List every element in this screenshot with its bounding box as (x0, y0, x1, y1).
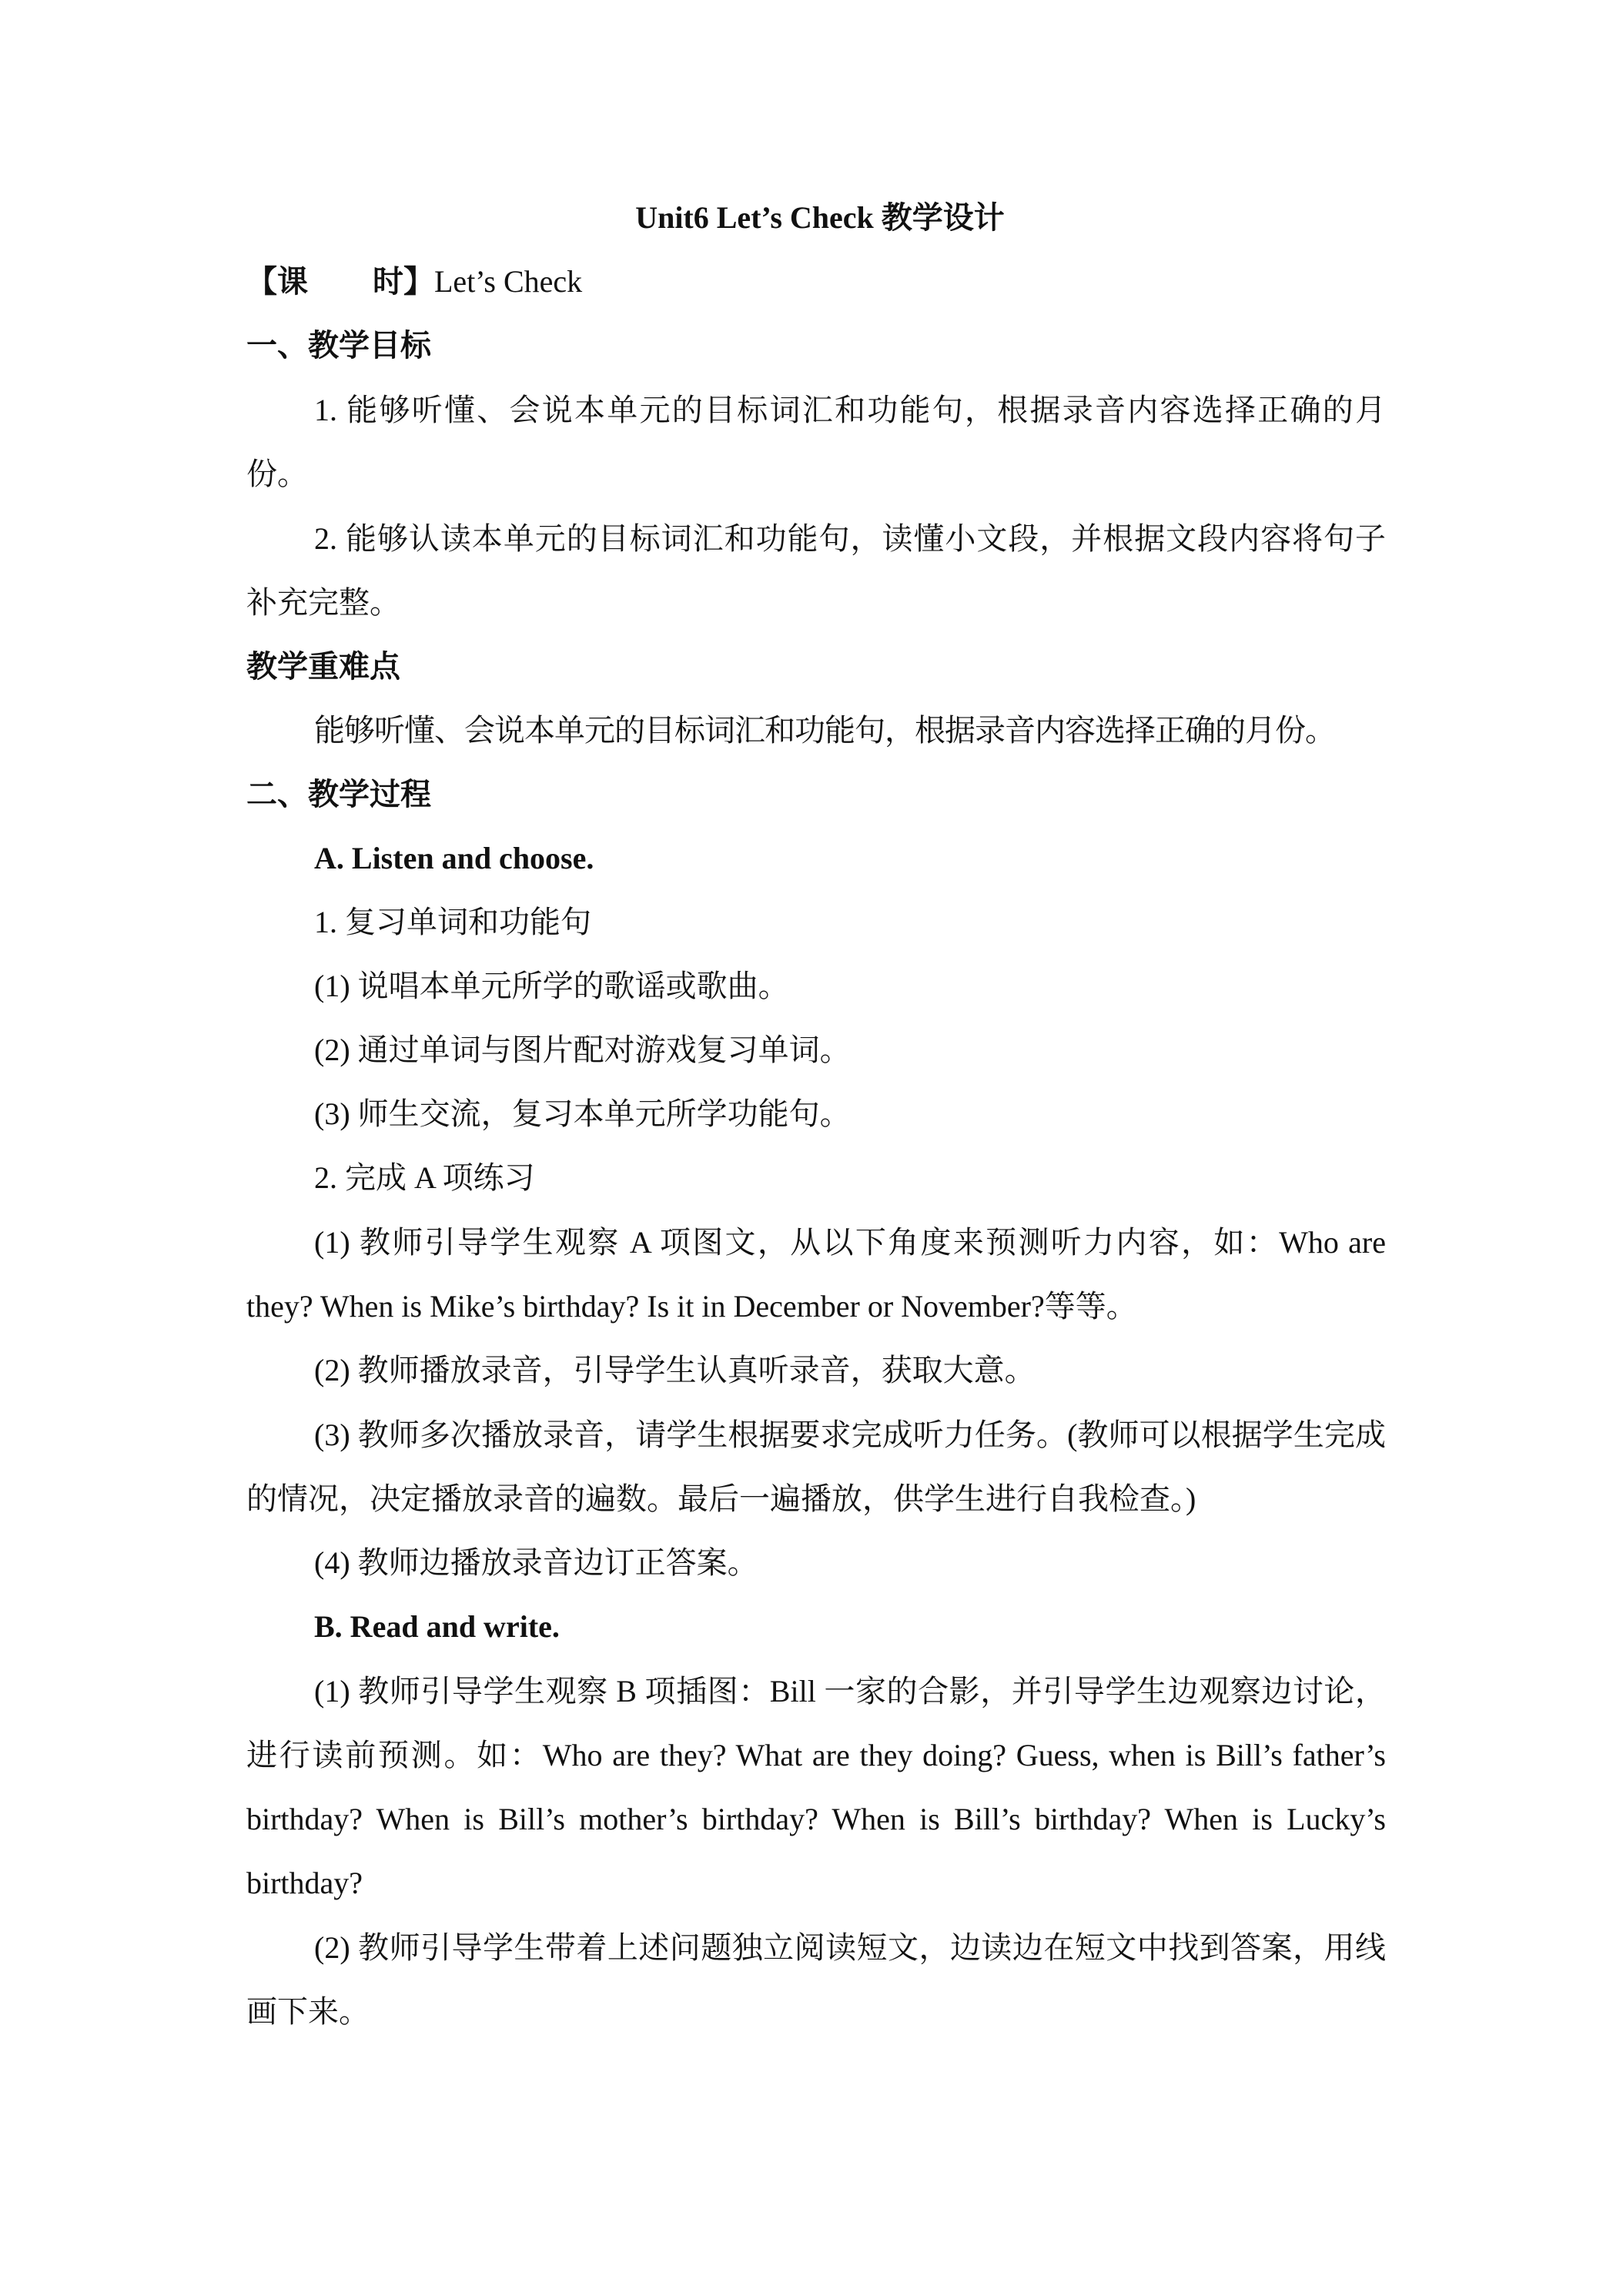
step-item: (1) 教师引导学生观察 B 项插图：Bill 一家的合影，并引导学生边观察边讨论，进行读前预测。如：Who are they? What are they doing? Guess, when is Bill’s father’s birthday? When is Bill’s mother’s birthday? When is Bill’s birthday? When is Lucky’s birthday? (246, 1674, 1386, 1900)
document-body (246, 199, 1386, 2057)
part-a-title: A. Listen and choose. (314, 841, 594, 875)
section-heading-process: 二、教学过程 (246, 777, 431, 812)
section-heading-goals: 一、教学目标 (246, 328, 431, 363)
lesson-line (246, 263, 1386, 301)
lesson-label-open: 【课 (246, 264, 308, 299)
key-points-text: 能够听懂、会说本单元的目标词汇和功能句，根据录音内容选择正确的月份。 (314, 713, 1335, 748)
document-title: Unit6 Let’s Check 教学设计 (635, 200, 1005, 235)
goal-item: 2. 能够认读本单元的目标词汇和功能句，读懂小文段，并根据文段内容将句子补充完整。 (246, 521, 1386, 620)
step-item: (2) 教师引导学生带着上述问题独立阅读短文，边读边在短文中找到答案，用线画下来。 (246, 1930, 1386, 2029)
step-item: (3) 教师多次播放录音，请学生根据要求完成听力任务。(教师可以根据学生完成的情况，决定播放录音的遍数。最后一遍播放，供学生进行自我检查。) (246, 1417, 1386, 1516)
lesson-label-close: 时】 (373, 264, 434, 299)
step-item: (2) 教师播放录音，引导学生认真听录音，获取大意。 (314, 1353, 1036, 1387)
goal-item: 1. 能够听懂、会说本单元的目标词汇和功能句，根据录音内容选择正确的月份。 (246, 393, 1386, 491)
step-item: (1) 说唱本单元所学的歌谣或歌曲。 (314, 969, 789, 1003)
step-heading: 1. 复习单词和功能句 (314, 905, 591, 939)
step-item: (2) 通过单词与图片配对游戏复习单词。 (314, 1033, 851, 1067)
step-item: (3) 师生交流，复习本单元所学功能句。 (314, 1096, 851, 1131)
step-item: (1) 教师引导学生观察 A 项图文，从以下角度来预测听力内容，如：Who are they? When is Mike’s birthday? Is it in December or November?等等。 (246, 1225, 1386, 1324)
part-b-title: B. Read and write. (314, 1609, 560, 1644)
lesson-value: Let’s Check (434, 264, 583, 299)
key-points-heading: 教学重难点 (246, 649, 400, 684)
step-heading: 2. 完成 A 项练习 (314, 1160, 535, 1195)
step-item: (4) 教师边播放录音边订正答案。 (314, 1545, 758, 1580)
